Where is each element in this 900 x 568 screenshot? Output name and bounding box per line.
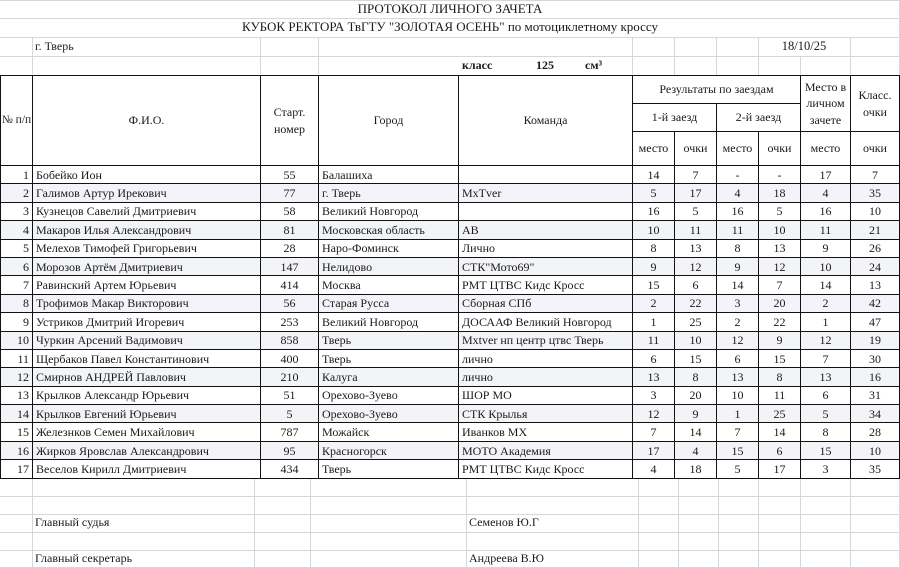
race2-points: 12 xyxy=(759,257,801,275)
participant-name: Мелехов Тимофей Григорьевич xyxy=(33,239,261,257)
table-row xyxy=(1,184,900,202)
race1-place: 10 xyxy=(633,221,675,239)
participant-name: Смирнов АНДРЕЙ Павлович xyxy=(33,368,261,386)
race2-points: 13 xyxy=(759,239,801,257)
participant-team xyxy=(459,202,633,220)
participant-team: лично xyxy=(459,349,633,367)
race2-place: 11 xyxy=(717,221,759,239)
table-row xyxy=(1,405,900,423)
start-number: 58 xyxy=(261,202,319,220)
table-row xyxy=(1,331,900,349)
participant-name: Морозов Артём Дмитриевич xyxy=(33,257,261,275)
results-table xyxy=(0,75,900,479)
race2-points: 8 xyxy=(759,368,801,386)
participant-city: Тверь xyxy=(319,460,459,478)
participant-name: Макаров Илья Александрович xyxy=(33,221,261,239)
start-number: 787 xyxy=(261,423,319,441)
participant-city: Балашиха xyxy=(319,166,459,184)
participant-team: лично xyxy=(459,368,633,386)
class-points: 47 xyxy=(851,313,900,331)
race1-points: 6 xyxy=(675,276,717,294)
col-header-race1-place: место xyxy=(633,132,675,166)
class-points: 19 xyxy=(851,331,900,349)
race1-place: 8 xyxy=(633,239,675,257)
start-number: 253 xyxy=(261,313,319,331)
start-number: 210 xyxy=(261,368,319,386)
race2-points: 5 xyxy=(759,202,801,220)
race2-points: 20 xyxy=(759,294,801,312)
participant-name: Чуркин Арсений Вадимович xyxy=(33,331,261,349)
race1-points: 20 xyxy=(675,386,717,404)
race1-place: 13 xyxy=(633,368,675,386)
table-row xyxy=(1,423,900,441)
race2-place: 8 xyxy=(717,239,759,257)
participant-city: Тверь xyxy=(319,331,459,349)
race1-place: 7 xyxy=(633,423,675,441)
participant-name: Бобейко Ион xyxy=(33,166,261,184)
race1-place: 15 xyxy=(633,276,675,294)
race1-place: 17 xyxy=(633,441,675,459)
race1-place: 6 xyxy=(633,349,675,367)
row-number: 8 xyxy=(1,294,33,312)
race2-place: 6 xyxy=(717,349,759,367)
race1-place: 2 xyxy=(633,294,675,312)
class-points: 35 xyxy=(851,184,900,202)
participant-team: Mxtver нп центр цтвс Тверь xyxy=(459,331,633,349)
participant-name: Жирков Яровслав Александрович xyxy=(33,441,261,459)
start-number: 400 xyxy=(261,349,319,367)
row-number: 6 xyxy=(1,257,33,275)
participant-city: Великий Новгород xyxy=(319,313,459,331)
col-header-num: № п/п xyxy=(1,76,33,166)
table-row xyxy=(1,239,900,257)
class-points: 24 xyxy=(851,257,900,275)
participant-name: Равинский Артем Юрьевич xyxy=(33,276,261,294)
col-header-results: Результаты по заездам xyxy=(633,76,801,104)
col-header-race2-points: очки xyxy=(759,132,801,166)
final-place: 15 xyxy=(801,441,851,459)
class-points: 34 xyxy=(851,405,900,423)
final-place: 11 xyxy=(801,221,851,239)
final-place: 10 xyxy=(801,257,851,275)
race1-place: 9 xyxy=(633,257,675,275)
event-city: г. Тверь xyxy=(35,38,74,53)
race1-points: 15 xyxy=(675,349,717,367)
participant-city: Орехово-Зуево xyxy=(319,405,459,423)
participant-team: РМТ ЦТВС Кидс Кросс xyxy=(459,460,633,478)
row-number: 5 xyxy=(1,239,33,257)
race2-points: 14 xyxy=(759,423,801,441)
race1-points: 7 xyxy=(675,166,717,184)
race1-points: 4 xyxy=(675,441,717,459)
race2-place: 10 xyxy=(717,386,759,404)
participant-name: Железнков Семен Михайлович xyxy=(33,423,261,441)
race1-points: 14 xyxy=(675,423,717,441)
class-points: 28 xyxy=(851,423,900,441)
chief-judge-name: Семенов Ю.Г xyxy=(469,515,539,530)
race2-place: 13 xyxy=(717,368,759,386)
class-label: класс xyxy=(462,57,493,72)
class-points: 35 xyxy=(851,460,900,478)
participant-name: Трофимов Макар Викторович xyxy=(33,294,261,312)
row-number: 15 xyxy=(1,423,33,441)
start-number: 56 xyxy=(261,294,319,312)
race2-place: 14 xyxy=(717,276,759,294)
start-number: 858 xyxy=(261,331,319,349)
table-row xyxy=(1,221,900,239)
final-place: 2 xyxy=(801,294,851,312)
col-header-city: Город xyxy=(319,76,459,166)
race1-points: 22 xyxy=(675,294,717,312)
final-place: 13 xyxy=(801,368,851,386)
participant-team: СТК"Мото69" xyxy=(459,257,633,275)
row-number: 17 xyxy=(1,460,33,478)
race1-points: 25 xyxy=(675,313,717,331)
start-number: 414 xyxy=(261,276,319,294)
table-row xyxy=(1,349,900,367)
col-header-race1-points: очки xyxy=(675,132,717,166)
row-number: 2 xyxy=(1,184,33,202)
race2-place: 4 xyxy=(717,184,759,202)
table-row xyxy=(1,276,900,294)
race2-place: 12 xyxy=(717,331,759,349)
chief-secretary-name: Андреева В.Ю xyxy=(469,551,545,566)
class-points: 31 xyxy=(851,386,900,404)
participant-team: Иванков МХ xyxy=(459,423,633,441)
race1-place: 5 xyxy=(633,184,675,202)
participant-team: РМТ ЦТВС Кидс Кросс xyxy=(459,276,633,294)
final-place: 5 xyxy=(801,405,851,423)
class-points: 7 xyxy=(851,166,900,184)
col-header-team: Команда xyxy=(459,76,633,166)
participant-team: ДОСААФ Великий Новгород xyxy=(459,313,633,331)
class-points: 10 xyxy=(851,441,900,459)
final-place: 16 xyxy=(801,202,851,220)
row-number: 7 xyxy=(1,276,33,294)
participant-city: Москва xyxy=(319,276,459,294)
race2-points: 17 xyxy=(759,460,801,478)
race1-place: 12 xyxy=(633,405,675,423)
class-points: 10 xyxy=(851,202,900,220)
table-row xyxy=(1,386,900,404)
race2-points: 7 xyxy=(759,276,801,294)
participant-city: Великий Новгород xyxy=(319,202,459,220)
race2-place: 1 xyxy=(717,405,759,423)
row-number: 16 xyxy=(1,441,33,459)
race2-place: 2 xyxy=(717,313,759,331)
class-points: 26 xyxy=(851,239,900,257)
event-date: 18/10/25 xyxy=(781,38,827,53)
race1-points: 9 xyxy=(675,405,717,423)
row-number: 1 xyxy=(1,166,33,184)
participant-city: Можайск xyxy=(319,423,459,441)
col-header-personal-place: Место в личном зачете xyxy=(801,76,851,132)
start-number: 51 xyxy=(261,386,319,404)
participant-name: Веселов Кирилл Дмитриевич xyxy=(33,460,261,478)
race1-place: 3 xyxy=(633,386,675,404)
col-header-start-number: Старт. номер xyxy=(261,76,319,166)
start-number: 55 xyxy=(261,166,319,184)
race1-place: 14 xyxy=(633,166,675,184)
row-number: 10 xyxy=(1,331,33,349)
table-row xyxy=(1,368,900,386)
final-place: 3 xyxy=(801,460,851,478)
participant-city: Тверь xyxy=(319,349,459,367)
protocol-title: ПРОТОКОЛ ЛИЧНОГО ЗАЧЕТА xyxy=(357,0,543,16)
class-points: 30 xyxy=(851,349,900,367)
col-header-final-place: место xyxy=(801,132,851,166)
participant-team xyxy=(459,166,633,184)
final-place: 12 xyxy=(801,331,851,349)
start-number: 95 xyxy=(261,441,319,459)
class-points: 13 xyxy=(851,276,900,294)
race2-place: - xyxy=(717,166,759,184)
participant-city: г. Тверь xyxy=(319,184,459,202)
table-row xyxy=(1,441,900,459)
table-row xyxy=(1,202,900,220)
start-number: 81 xyxy=(261,221,319,239)
participant-city: Калуга xyxy=(319,368,459,386)
final-place: 14 xyxy=(801,276,851,294)
col-header-final-points: очки xyxy=(851,132,900,166)
race1-points: 11 xyxy=(675,221,717,239)
event-subtitle: КУБОК РЕКТОРА ТвГТУ "ЗОЛОТАЯ ОСЕНЬ" по мотоциклетному кроссу xyxy=(242,19,658,35)
participant-team: Сборная СПб xyxy=(459,294,633,312)
table-row xyxy=(1,313,900,331)
table-row xyxy=(1,257,900,275)
row-number: 4 xyxy=(1,221,33,239)
class-unit: см³ xyxy=(585,57,603,72)
race2-place: 5 xyxy=(717,460,759,478)
col-header-race2: 2-й заезд xyxy=(717,104,801,132)
race2-place: 16 xyxy=(717,202,759,220)
race1-points: 17 xyxy=(675,184,717,202)
participant-team: ШОР МО xyxy=(459,386,633,404)
class-points: 21 xyxy=(851,221,900,239)
final-place: 17 xyxy=(801,166,851,184)
race2-points: 11 xyxy=(759,386,801,404)
start-number: 5 xyxy=(261,405,319,423)
race2-points: 22 xyxy=(759,313,801,331)
race1-place: 11 xyxy=(633,331,675,349)
final-place: 8 xyxy=(801,423,851,441)
row-number: 13 xyxy=(1,386,33,404)
final-place: 4 xyxy=(801,184,851,202)
race2-points: 10 xyxy=(759,221,801,239)
table-row xyxy=(1,166,900,184)
participant-city: Наро-Фоминск xyxy=(319,239,459,257)
participant-city: Московская область xyxy=(319,221,459,239)
final-place: 7 xyxy=(801,349,851,367)
race2-points: 9 xyxy=(759,331,801,349)
race1-place: 4 xyxy=(633,460,675,478)
col-header-race1: 1-й заезд xyxy=(633,104,717,132)
class-value: 125 xyxy=(536,57,554,72)
participant-team: МОТО Академия xyxy=(459,441,633,459)
row-number: 11 xyxy=(1,349,33,367)
start-number: 28 xyxy=(261,239,319,257)
class-points: 16 xyxy=(851,368,900,386)
race2-place: 15 xyxy=(717,441,759,459)
race2-points: 15 xyxy=(759,349,801,367)
race1-points: 10 xyxy=(675,331,717,349)
participant-team: АВ xyxy=(459,221,633,239)
race2-points: 18 xyxy=(759,184,801,202)
participant-name: Кузнецов Савелий Дмитриевич xyxy=(33,202,261,220)
participant-team: СТК Крылья xyxy=(459,405,633,423)
class-points: 42 xyxy=(851,294,900,312)
chief-judge-label: Главный судья xyxy=(35,515,110,530)
participant-city: Красногорск xyxy=(319,441,459,459)
race1-points: 18 xyxy=(675,460,717,478)
col-header-race2-place: место xyxy=(717,132,759,166)
participant-name: Крылков Александр Юрьевич xyxy=(33,386,261,404)
table-row xyxy=(1,294,900,312)
start-number: 434 xyxy=(261,460,319,478)
race2-place: 3 xyxy=(717,294,759,312)
start-number: 77 xyxy=(261,184,319,202)
participant-city: Нелидово xyxy=(319,257,459,275)
table-row xyxy=(1,460,900,478)
race1-points: 5 xyxy=(675,202,717,220)
race1-place: 16 xyxy=(633,202,675,220)
final-place: 6 xyxy=(801,386,851,404)
race2-points: 6 xyxy=(759,441,801,459)
participant-name: Крылков Евгений Юрьевич xyxy=(33,405,261,423)
row-number: 3 xyxy=(1,202,33,220)
row-number: 14 xyxy=(1,405,33,423)
race1-points: 13 xyxy=(675,239,717,257)
participant-city: Орехово-Зуево xyxy=(319,386,459,404)
final-place: 9 xyxy=(801,239,851,257)
race2-points: - xyxy=(759,166,801,184)
participant-team: Лично xyxy=(459,239,633,257)
participant-team: MxTver xyxy=(459,184,633,202)
race1-points: 12 xyxy=(675,257,717,275)
participant-name: Устриков Дмитрий Игоревич xyxy=(33,313,261,331)
race2-points: 25 xyxy=(759,405,801,423)
row-number: 12 xyxy=(1,368,33,386)
chief-secretary-label: Главный секретарь xyxy=(35,551,133,566)
race1-place: 1 xyxy=(633,313,675,331)
participant-name: Галимов Артур Ирекович xyxy=(33,184,261,202)
race2-place: 7 xyxy=(717,423,759,441)
row-number: 9 xyxy=(1,313,33,331)
start-number: 147 xyxy=(261,257,319,275)
col-header-class-points: Класс. очки xyxy=(851,76,900,132)
final-place: 1 xyxy=(801,313,851,331)
participant-name: Щербаков Павел Константинович xyxy=(33,349,261,367)
participant-city: Старая Русса xyxy=(319,294,459,312)
col-header-name: Ф.И.О. xyxy=(33,76,261,166)
race2-place: 9 xyxy=(717,257,759,275)
race1-points: 8 xyxy=(675,368,717,386)
